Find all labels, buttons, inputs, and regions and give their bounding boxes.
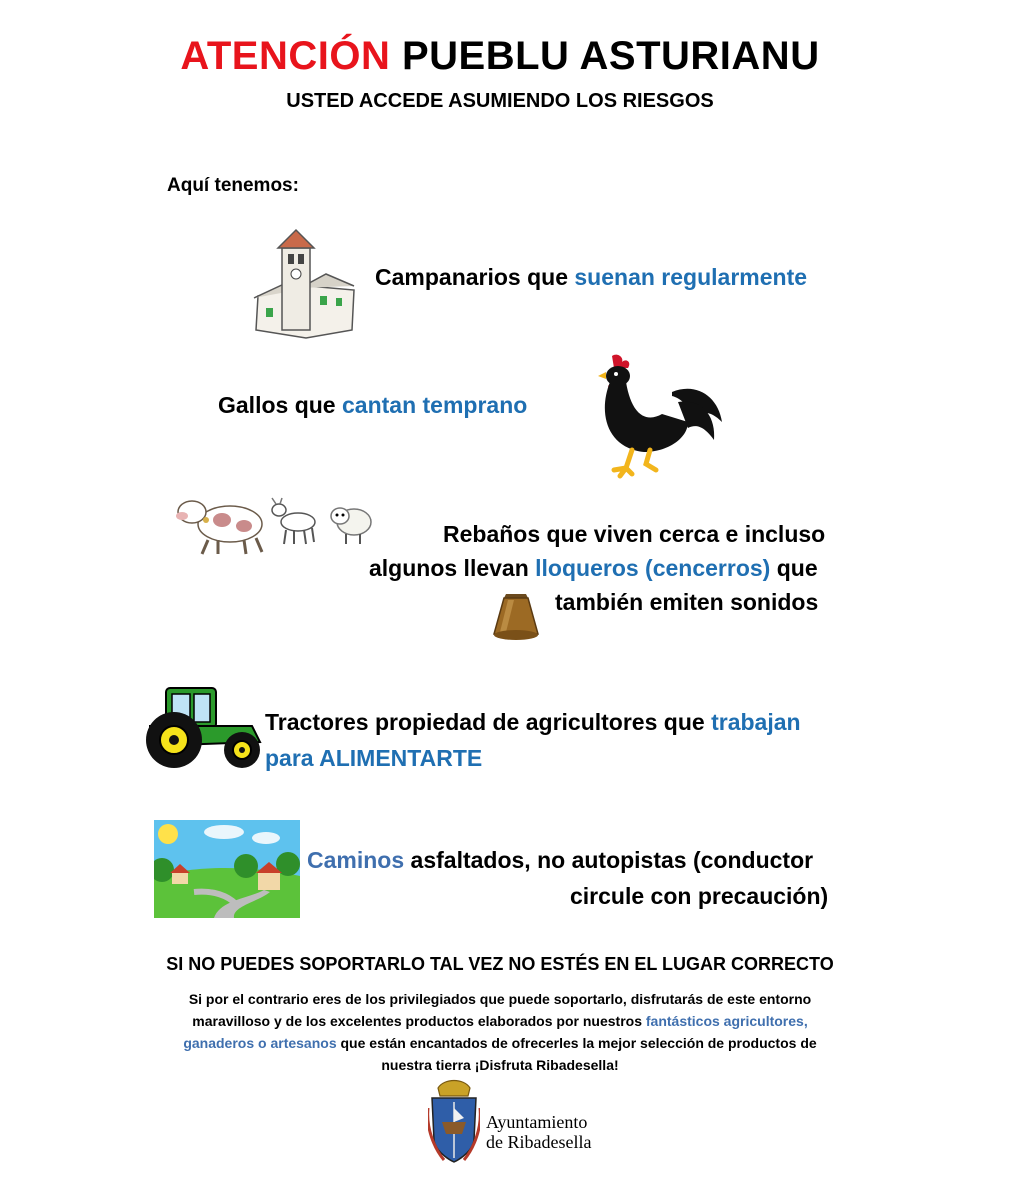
logo-line-2: de Ribadesella [486,1132,592,1152]
rebanos-line-3: también emiten sonidos [555,589,819,615]
bell-tower-icon [248,226,360,346]
rebanos-line-1: Rebaños que viven cerca e incluso [443,521,826,547]
logo-line-1: Ayuntamiento [486,1112,588,1132]
item-caminos-line-1 [307,847,813,874]
item-tractores-line-2: para ALIMENTARTE [265,745,483,771]
caminos-highlight: Caminos [307,847,405,873]
gallos-text: Gallos que [218,392,342,418]
goat-icon [268,496,320,548]
paragraph-text-2: que están encantados de ofrecerles la mejor selección de productos de nuestra tierra ¡Disfruta Ribadesella! [336,1035,817,1073]
sheep-icon [326,500,374,546]
page-title [0,34,1000,79]
warning-text: SI NO PUEDES SOPORTARLO TAL VEZ NO ESTÉS EN EL LUGAR CORRECTO [166,954,834,974]
tractor-icon [144,684,266,770]
item-tractores-line-1 [265,709,801,736]
item-gallos [218,392,527,419]
countryside-road-icon [154,820,300,918]
campanarios-text: Campanarios que [375,264,575,290]
rooster-icon [592,352,724,480]
closing-paragraph [160,988,840,1076]
tractores-text: Tractores propiedad de agricultores que [265,709,712,735]
coat-of-arms-icon [428,1078,480,1166]
title-warning-word: ATENCIÓN [180,34,391,78]
item-caminos-line-2: circule con precaución) [570,883,829,909]
tractores-highlight: trabajan [711,709,801,735]
rebanos-text-end: que [770,555,818,581]
paragraph-text-1: Si por el contrario eres de los privilegiados que puede soportarlo, disfrutarás de este entorno maravilloso y de los excelentes productos elaborados por nuestros [188,991,812,1029]
caminos-text: asfaltados, no autopistas (conductor [404,847,814,873]
item-campanarios [375,264,807,291]
rebanos-text: algunos llevan [369,555,536,581]
cowbell-icon [484,588,548,650]
paragraph-highlight: fantásticos agricultores, ganaderos o artesanos [183,1013,808,1051]
rebanos-highlight: lloqueros (cencerros) [535,555,771,581]
gallos-highlight: cantan temprano [341,392,528,418]
title-rest: PUEBLU ASTURIANU [401,34,820,78]
campanarios-highlight: suenan regularmente [574,264,808,290]
rebanos-line-2 [369,555,818,582]
municipality-logo-text [486,1112,591,1152]
intro-text: Aquí tenemos: [167,175,299,196]
page-subtitle: USTED ACCEDE ASUMIENDO LOS RIESGOS [286,90,714,112]
cow-icon [172,490,267,560]
